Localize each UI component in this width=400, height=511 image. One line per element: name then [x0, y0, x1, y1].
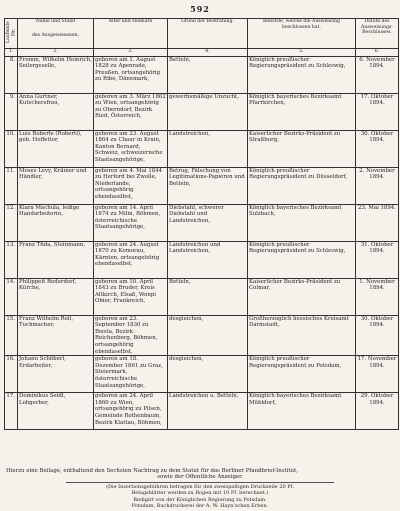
authority-cell: Königlich bayerisches Bezirksamt Sulzbach,: [248, 204, 356, 241]
origin-cell: geboren am 23. September 1830 zu Biesta, Bezirk Reichenberg, Böhmen, ortsangehörig ebendaselbst,: [94, 315, 168, 356]
origin-cell: geboren am 24. April 1860 zu Wien, ortsangehörig zu Pilsen, Gemeinde Rothenbaum, Bezirk Klattau, Böhmen,: [94, 393, 168, 430]
footer-divider: [66, 482, 334, 483]
authority-cell: Königlich bayerisches Bezirksamt Mühldorf,: [248, 393, 356, 430]
name-cell: Johann Schöberl, Erdarbeiter,: [18, 356, 94, 393]
name-cell: Moses Levy, Krämer und Händler,: [18, 167, 94, 204]
header-col4: Grund der Bestrafung.: [168, 19, 248, 49]
origin-cell: geboren am 4. Mai 1844 zu Herford bei Zwolle, Niederlande, ortsangehörig ebendaselbst,: [94, 167, 168, 204]
origin-cell: geboren am 24. August 1870 zu Komorau, Kärnten, ortsangehörig ebendaselbst,: [94, 241, 168, 278]
date-cell: 30. Oktober 1894.: [356, 130, 399, 167]
date-cell: 1. November 1894.: [356, 278, 399, 315]
table-row: [5, 241, 399, 278]
origin-cell: geboren am 1. August 1828 zu Apenrade, Preußen, ortsangehörig zu Ribe, Dänemark,: [94, 56, 168, 93]
row-number: 8.: [5, 56, 18, 93]
table-row: [5, 93, 399, 130]
authority-cell: Großherzoglich hessisches Kreisamt Darmstadt,: [248, 315, 356, 356]
table-row: [5, 130, 399, 167]
header-col1-text: Laufende Nr.: [6, 21, 17, 43]
reason-cell: desgleichen,: [168, 356, 248, 393]
footer-line-3: (Die Insertionsgebühren betragen für den zweispaltigen Druckzeile 20 Pf.: [106, 483, 294, 490]
table-row: [5, 167, 399, 204]
row-number: 13.: [5, 241, 18, 278]
name-cell: Philippeit Roderdorf, Kürche,: [18, 278, 94, 315]
name-cell: Luis Roberle (Roberti), geb. Hoffetter,: [18, 130, 94, 167]
row-number: 11.: [5, 167, 18, 204]
page-number: 592: [190, 4, 210, 14]
name-cell: Anna Gurtner, Kutschersfrau,: [18, 93, 94, 130]
col-num-5: 5.: [248, 48, 356, 56]
date-cell: 6. November 1894.: [356, 56, 399, 93]
date-cell: 29. Oktober 1894.: [356, 393, 399, 430]
reason-cell: Landstreichen und Landstreichen,: [168, 241, 248, 278]
header-col3-line1: Alter und Heimath: [108, 19, 153, 24]
reason-cell: Landstreichen u. Betteln,: [168, 393, 248, 430]
col-num-2: 2.: [18, 48, 94, 56]
name-cell: Dominikus Seidl, Lohgerber,: [18, 393, 94, 430]
row-number: 10.: [5, 130, 18, 167]
row-number: 17.: [5, 393, 18, 430]
header-col5: Behörde, welche die Ausweisung beschlossen hat.: [248, 19, 356, 49]
footer: [6, 468, 394, 509]
header-row: [5, 19, 399, 49]
footer-line-6: Potsdam, Buchdruckerei der A. W. Hayn'schen Erben.: [131, 503, 269, 510]
header-col2: [18, 19, 94, 49]
footer-line-4: Belagsblätter werden zu Bogen mit 10 Pf. berechnet.): [131, 490, 269, 497]
table-row: [5, 393, 399, 430]
col-num-3: 3.: [94, 48, 168, 56]
table-row: [5, 204, 399, 241]
table-row: [5, 56, 399, 93]
reason-cell: gewerbsmäßige Unzucht,: [168, 93, 248, 130]
table-row: [5, 278, 399, 315]
col-num-1: 1.: [5, 48, 18, 56]
name-cell: Klara Machula, ledige Handarbeiterin,: [18, 204, 94, 241]
authority-cell: Königlich preußischer Regierungspräsident zu Düsseldorf,: [248, 167, 356, 204]
authority-cell: Königlich preußischer Regierungspräsident zu Schleswig,: [248, 56, 356, 93]
authority-cell: Königlich preußischer Regierungspräsident zu Schleswig,: [248, 241, 356, 278]
origin-cell: geboren am 3. März 1862 zu Wien, ortsangehörig zu Oberndorf, Bezirk Ried, Österreich,: [94, 93, 168, 130]
reason-cell: Betteln,: [168, 278, 248, 315]
footer-line-1: Hierzu eine Beilage, enthaltend den Sechsten Nachtrag zu dem Statut für das Berliner Pfandbrief-Institut,: [6, 468, 298, 474]
date-cell: 17. Oktober 1894.: [356, 93, 399, 130]
col-num-4: 4.: [168, 48, 248, 56]
row-number: 15.: [5, 315, 18, 356]
footer-line-5: Redigirt von der Königlichen Regierung zu Potsdam.: [133, 496, 267, 503]
reason-cell: Betteln,: [168, 56, 248, 93]
origin-cell: geboren am 18. Dezember 1861 zu Graz, Steiermark, österreichische Staatsangehörige,: [94, 356, 168, 393]
reason-cell: Landstreichen,: [168, 130, 248, 167]
authority-cell: Kaiserlicher Bezirks-Präsident zu Straßburg,: [248, 130, 356, 167]
date-cell: 31. Oktober 1894.: [356, 241, 399, 278]
reason-cell: Betrug, Fälschung von Legitimations-Papieren und Betteln,: [168, 167, 248, 204]
origin-cell: geboren am 14. April 1874 zu Milin, Böhmen, österreichische Staatsangehörige,: [94, 204, 168, 241]
origin-cell: geboren am 23. August 1864 zu Chaur in Krain, Kanton Bernard, Schweiz, schweizerische Staatsangehörige,: [94, 130, 168, 167]
name-cell: Fromm, Wilhelm Heinrich, Seilergeselle,: [18, 56, 94, 93]
header-col3: [94, 19, 168, 49]
expulsion-table: [4, 18, 399, 430]
origin-cell: geboren am 10. April 1843 zu Bruder, Kreis Altkirch, Elsaß, Wonpi Obier, Frankreich,: [94, 278, 168, 315]
table-row: [5, 315, 399, 356]
row-number: 9.: [5, 93, 18, 130]
row-number: 16.: [5, 356, 18, 393]
header-col6: Datum des Ausweisungs-Beschlusses.: [356, 19, 399, 49]
date-cell: 30. Oktober 1894.: [356, 315, 399, 356]
header-col2-line1: Name und Stand: [35, 19, 76, 24]
authority-cell: Königlich preußischer Regierungspräsident zu Potsdam,: [248, 356, 356, 393]
reason-cell: desgleichen,: [168, 315, 248, 356]
row-number: 14.: [5, 278, 18, 315]
date-cell: 23. Mai 1894.: [356, 204, 399, 241]
date-cell: 2. November 1894.: [356, 167, 399, 204]
col-num-6: 6.: [356, 48, 399, 56]
row-number: 12.: [5, 204, 18, 241]
table-row: [5, 356, 399, 393]
column-number-row: [5, 48, 399, 56]
date-cell: 17. November 1894.: [356, 356, 399, 393]
authority-cell: Kaiserlicher Bezirks-Präsident zu Colmar,: [248, 278, 356, 315]
name-cell: Franz Wilhelm Reil, Tuchmacher,: [18, 315, 94, 356]
header-col2-line2: des Ausgewiesenen.: [31, 32, 80, 38]
footer-line-2: sowie der Öffentliche Anzeiger.: [157, 474, 243, 481]
reason-cell: Diebstahl, schwerer Diebstahl und Landstreichen,: [168, 204, 248, 241]
name-cell: Franz Tfida, Steinmann,: [18, 241, 94, 278]
authority-cell: Königlich bayerisches Bezirksamt Pfarrkirchen,: [248, 93, 356, 130]
header-col1: [5, 19, 18, 49]
